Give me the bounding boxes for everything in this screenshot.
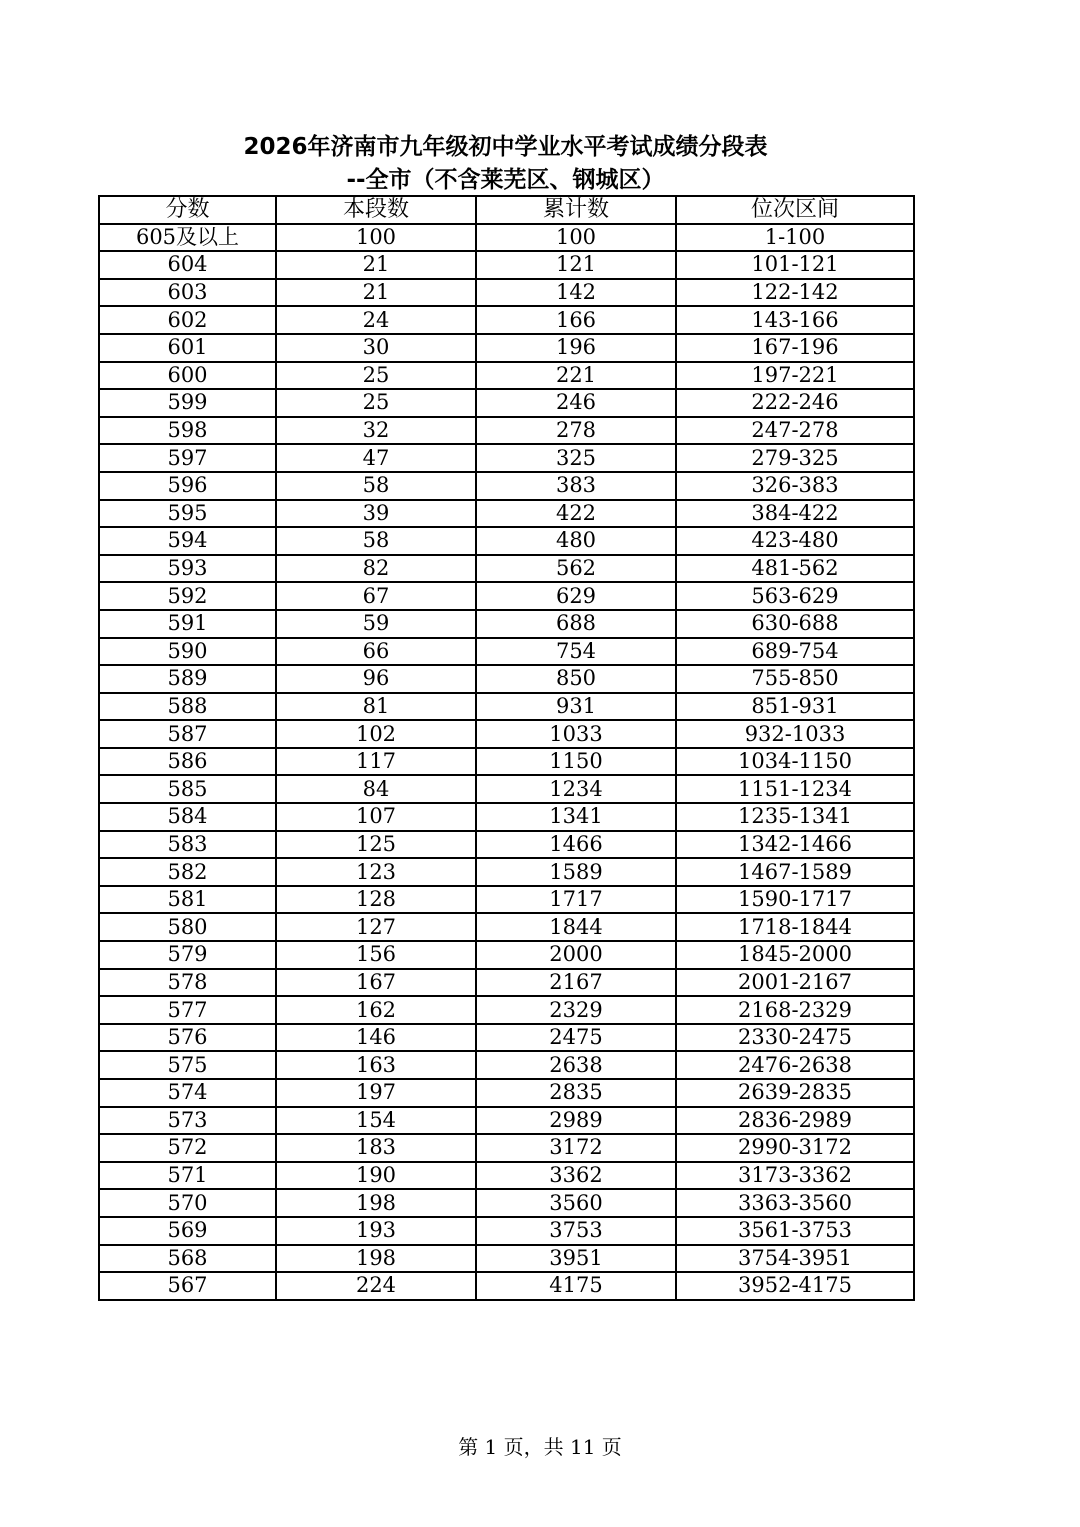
cell-cumulative-count: 2167 xyxy=(476,969,676,997)
cell-rank-range: 1-100 xyxy=(676,224,914,252)
cell-segment-count: 162 xyxy=(276,996,476,1024)
cell-score: 577 xyxy=(99,996,276,1024)
cell-cumulative-count: 2475 xyxy=(476,1024,676,1052)
table-row xyxy=(99,803,914,831)
cell-cumulative-count: 480 xyxy=(476,527,676,555)
header-rank-range: 位次区间 xyxy=(676,196,914,224)
cell-cumulative-count: 422 xyxy=(476,500,676,528)
cell-score: 594 xyxy=(99,527,276,555)
cell-segment-count: 198 xyxy=(276,1189,476,1217)
cell-segment-count: 81 xyxy=(276,693,476,721)
table-row xyxy=(99,1272,914,1300)
cell-cumulative-count: 246 xyxy=(476,389,676,417)
cell-segment-count: 39 xyxy=(276,500,476,528)
cell-rank-range: 101-121 xyxy=(676,251,914,279)
table-row xyxy=(99,610,914,638)
cell-segment-count: 190 xyxy=(276,1162,476,1190)
cell-score: 584 xyxy=(99,803,276,831)
cell-rank-range: 122-142 xyxy=(676,279,914,307)
cell-rank-range: 2001-2167 xyxy=(676,969,914,997)
table-row xyxy=(99,389,914,417)
table-row xyxy=(99,693,914,721)
table-row xyxy=(99,555,914,583)
cell-segment-count: 193 xyxy=(276,1217,476,1245)
cell-rank-range: 1151-1234 xyxy=(676,775,914,803)
table-row xyxy=(99,472,914,500)
cell-cumulative-count: 2329 xyxy=(476,996,676,1024)
cell-segment-count: 156 xyxy=(276,941,476,969)
cell-score: 576 xyxy=(99,1024,276,1052)
cell-rank-range: 2330-2475 xyxy=(676,1024,914,1052)
table-row xyxy=(99,362,914,390)
cell-rank-range: 1590-1717 xyxy=(676,886,914,914)
cell-score: 579 xyxy=(99,941,276,969)
cell-cumulative-count: 142 xyxy=(476,279,676,307)
table-row xyxy=(99,858,914,886)
table-row xyxy=(99,775,914,803)
cell-cumulative-count: 1341 xyxy=(476,803,676,831)
cell-cumulative-count: 3560 xyxy=(476,1189,676,1217)
cell-score: 600 xyxy=(99,362,276,390)
cell-segment-count: 58 xyxy=(276,527,476,555)
cell-cumulative-count: 3362 xyxy=(476,1162,676,1190)
cell-cumulative-count: 100 xyxy=(476,224,676,252)
cell-rank-range: 197-221 xyxy=(676,362,914,390)
cell-segment-count: 30 xyxy=(276,334,476,362)
cell-cumulative-count: 1589 xyxy=(476,858,676,886)
cell-rank-range: 167-196 xyxy=(676,334,914,362)
table-row xyxy=(99,886,914,914)
cell-rank-range: 3754-3951 xyxy=(676,1245,914,1273)
cell-cumulative-count: 850 xyxy=(476,665,676,693)
cell-cumulative-count: 931 xyxy=(476,693,676,721)
cell-segment-count: 100 xyxy=(276,224,476,252)
cell-rank-range: 755-850 xyxy=(676,665,914,693)
cell-segment-count: 96 xyxy=(276,665,476,693)
cell-segment-count: 21 xyxy=(276,251,476,279)
cell-rank-range: 3952-4175 xyxy=(676,1272,914,1300)
cell-cumulative-count: 562 xyxy=(476,555,676,583)
cell-rank-range: 279-325 xyxy=(676,444,914,472)
cell-score: 568 xyxy=(99,1245,276,1273)
cell-rank-range: 3561-3753 xyxy=(676,1217,914,1245)
cell-score: 601 xyxy=(99,334,276,362)
cell-score: 574 xyxy=(99,1079,276,1107)
cell-segment-count: 127 xyxy=(276,913,476,941)
cell-cumulative-count: 1844 xyxy=(476,913,676,941)
table-row xyxy=(99,941,914,969)
cell-rank-range: 630-688 xyxy=(676,610,914,638)
cell-score: 589 xyxy=(99,665,276,693)
cell-segment-count: 125 xyxy=(276,831,476,859)
table-row xyxy=(99,1107,914,1135)
cell-cumulative-count: 1234 xyxy=(476,775,676,803)
cell-rank-range: 384-422 xyxy=(676,500,914,528)
cell-rank-range: 143-166 xyxy=(676,306,914,334)
cell-cumulative-count: 2835 xyxy=(476,1079,676,1107)
cell-score: 591 xyxy=(99,610,276,638)
cell-score: 597 xyxy=(99,444,276,472)
table-row xyxy=(99,1189,914,1217)
cell-cumulative-count: 166 xyxy=(476,306,676,334)
cell-score: 602 xyxy=(99,306,276,334)
cell-rank-range: 2836-2989 xyxy=(676,1107,914,1135)
cell-score: 596 xyxy=(99,472,276,500)
table-row xyxy=(99,582,914,610)
cell-cumulative-count: 1466 xyxy=(476,831,676,859)
table-row xyxy=(99,224,914,252)
cell-score: 598 xyxy=(99,417,276,445)
cell-segment-count: 84 xyxy=(276,775,476,803)
table-row xyxy=(99,1024,914,1052)
cell-cumulative-count: 3951 xyxy=(476,1245,676,1273)
cell-score: 588 xyxy=(99,693,276,721)
cell-score: 583 xyxy=(99,831,276,859)
table-row xyxy=(99,1134,914,1162)
table-row xyxy=(99,444,914,472)
table-row xyxy=(99,1217,914,1245)
table-body xyxy=(99,224,914,1300)
cell-segment-count: 198 xyxy=(276,1245,476,1273)
cell-rank-range: 423-480 xyxy=(676,527,914,555)
cell-segment-count: 107 xyxy=(276,803,476,831)
cell-segment-count: 67 xyxy=(276,582,476,610)
cell-rank-range: 326-383 xyxy=(676,472,914,500)
cell-score: 599 xyxy=(99,389,276,417)
header-cumulative-count: 累计数 xyxy=(476,196,676,224)
cell-rank-range: 3363-3560 xyxy=(676,1189,914,1217)
cell-rank-range: 563-629 xyxy=(676,582,914,610)
cell-segment-count: 59 xyxy=(276,610,476,638)
table-row xyxy=(99,1079,914,1107)
table-header-row xyxy=(99,196,914,224)
cell-rank-range: 1034-1150 xyxy=(676,748,914,776)
cell-segment-count: 102 xyxy=(276,720,476,748)
table-row xyxy=(99,1051,914,1079)
cell-score: 567 xyxy=(99,1272,276,1300)
cell-rank-range: 222-246 xyxy=(676,389,914,417)
cell-score: 595 xyxy=(99,500,276,528)
cell-cumulative-count: 2989 xyxy=(476,1107,676,1135)
cell-cumulative-count: 196 xyxy=(476,334,676,362)
cell-rank-range: 2168-2329 xyxy=(676,996,914,1024)
cell-segment-count: 117 xyxy=(276,748,476,776)
document-title: 2026年济南市九年级初中学业水平考试成绩分段表 xyxy=(243,134,768,160)
score-distribution-table xyxy=(98,195,915,1301)
cell-rank-range: 932-1033 xyxy=(676,720,914,748)
table-row xyxy=(99,638,914,666)
cell-score: 570 xyxy=(99,1189,276,1217)
cell-cumulative-count: 121 xyxy=(476,251,676,279)
header-score: 分数 xyxy=(99,196,276,224)
document-subtitle: --全市（不含莱芜区、钢城区） xyxy=(346,167,665,193)
cell-cumulative-count: 1717 xyxy=(476,886,676,914)
cell-segment-count: 183 xyxy=(276,1134,476,1162)
cell-cumulative-count: 2000 xyxy=(476,941,676,969)
table-row xyxy=(99,306,914,334)
header-segment-count: 本段数 xyxy=(276,196,476,224)
cell-segment-count: 167 xyxy=(276,969,476,997)
cell-rank-range: 481-562 xyxy=(676,555,914,583)
cell-rank-range: 1845-2000 xyxy=(676,941,914,969)
cell-segment-count: 146 xyxy=(276,1024,476,1052)
cell-segment-count: 82 xyxy=(276,555,476,583)
cell-score: 585 xyxy=(99,775,276,803)
cell-score: 578 xyxy=(99,969,276,997)
table-row xyxy=(99,417,914,445)
cell-segment-count: 47 xyxy=(276,444,476,472)
cell-score: 587 xyxy=(99,720,276,748)
cell-score: 572 xyxy=(99,1134,276,1162)
cell-score: 575 xyxy=(99,1051,276,1079)
cell-cumulative-count: 221 xyxy=(476,362,676,390)
cell-segment-count: 128 xyxy=(276,886,476,914)
cell-score: 569 xyxy=(99,1217,276,1245)
table-row xyxy=(99,969,914,997)
cell-score: 580 xyxy=(99,913,276,941)
cell-score: 604 xyxy=(99,251,276,279)
cell-segment-count: 24 xyxy=(276,306,476,334)
cell-cumulative-count: 1150 xyxy=(476,748,676,776)
cell-segment-count: 154 xyxy=(276,1107,476,1135)
cell-score: 605及以上 xyxy=(99,224,276,252)
cell-cumulative-count: 629 xyxy=(476,582,676,610)
cell-cumulative-count: 278 xyxy=(476,417,676,445)
cell-score: 590 xyxy=(99,638,276,666)
cell-cumulative-count: 2638 xyxy=(476,1051,676,1079)
cell-cumulative-count: 3172 xyxy=(476,1134,676,1162)
cell-score: 592 xyxy=(99,582,276,610)
cell-segment-count: 58 xyxy=(276,472,476,500)
cell-score: 582 xyxy=(99,858,276,886)
page-footer: 第 1 页，共 11 页 xyxy=(458,1435,622,1459)
cell-segment-count: 197 xyxy=(276,1079,476,1107)
cell-rank-range: 2990-3172 xyxy=(676,1134,914,1162)
cell-score: 586 xyxy=(99,748,276,776)
table-row xyxy=(99,996,914,1024)
cell-score: 603 xyxy=(99,279,276,307)
cell-rank-range: 851-931 xyxy=(676,693,914,721)
cell-segment-count: 163 xyxy=(276,1051,476,1079)
table-row xyxy=(99,748,914,776)
table-row xyxy=(99,527,914,555)
table-row xyxy=(99,1162,914,1190)
cell-cumulative-count: 383 xyxy=(476,472,676,500)
table-row xyxy=(99,913,914,941)
cell-score: 573 xyxy=(99,1107,276,1135)
cell-cumulative-count: 3753 xyxy=(476,1217,676,1245)
cell-score: 571 xyxy=(99,1162,276,1190)
cell-rank-range: 2476-2638 xyxy=(676,1051,914,1079)
cell-score: 593 xyxy=(99,555,276,583)
table-row xyxy=(99,251,914,279)
cell-cumulative-count: 325 xyxy=(476,444,676,472)
cell-segment-count: 25 xyxy=(276,362,476,390)
cell-segment-count: 224 xyxy=(276,1272,476,1300)
table-row xyxy=(99,334,914,362)
cell-score: 581 xyxy=(99,886,276,914)
cell-segment-count: 25 xyxy=(276,389,476,417)
table-row xyxy=(99,831,914,859)
cell-rank-range: 247-278 xyxy=(676,417,914,445)
table-row xyxy=(99,500,914,528)
cell-rank-range: 2639-2835 xyxy=(676,1079,914,1107)
cell-cumulative-count: 1033 xyxy=(476,720,676,748)
cell-cumulative-count: 754 xyxy=(476,638,676,666)
cell-rank-range: 1718-1844 xyxy=(676,913,914,941)
cell-segment-count: 123 xyxy=(276,858,476,886)
cell-rank-range: 3173-3362 xyxy=(676,1162,914,1190)
table-row xyxy=(99,665,914,693)
table-row xyxy=(99,1245,914,1273)
cell-rank-range: 1467-1589 xyxy=(676,858,914,886)
table-row xyxy=(99,279,914,307)
cell-segment-count: 21 xyxy=(276,279,476,307)
table-row xyxy=(99,720,914,748)
cell-rank-range: 689-754 xyxy=(676,638,914,666)
cell-segment-count: 32 xyxy=(276,417,476,445)
cell-rank-range: 1235-1341 xyxy=(676,803,914,831)
cell-segment-count: 66 xyxy=(276,638,476,666)
cell-rank-range: 1342-1466 xyxy=(676,831,914,859)
cell-cumulative-count: 688 xyxy=(476,610,676,638)
cell-cumulative-count: 4175 xyxy=(476,1272,676,1300)
